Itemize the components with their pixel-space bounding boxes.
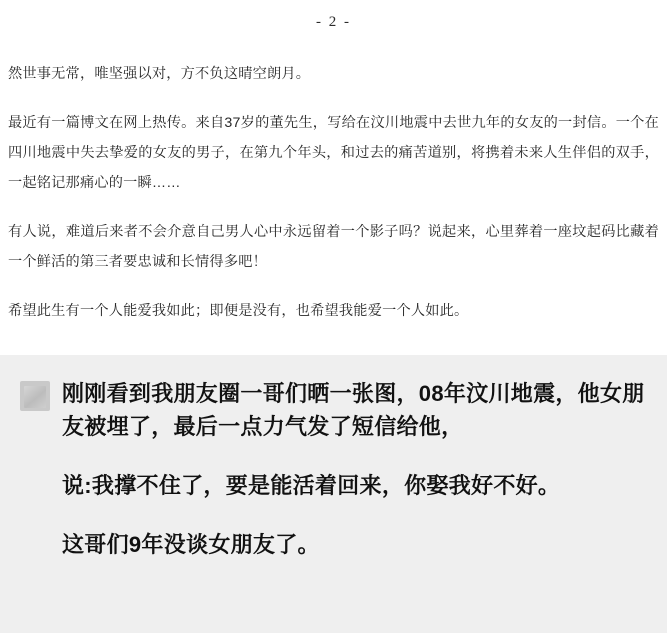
article-body — [0, 59, 667, 326]
quote-text-block — [62, 377, 647, 561]
quote-paragraph: 说:我撑不住了，要是能活着回来，你娶我好不好。 — [62, 473, 561, 498]
paragraph: 希望此生有一个人能爱我如此；即便是没有，也希望我能爱一个人如此。 — [8, 303, 469, 319]
quote-paragraph: 这哥们9年没谈女朋友了。 — [62, 532, 320, 557]
page-number: - 2 - — [316, 14, 351, 30]
paragraph: 最近有一篇博文在网上热传。来自37岁的董先生，写给在汶川地震中去世九年的女友的一封信。一个在四川地震中失去挚爱的女友的男子，在第九个年头，和过去的痛苦道别，将携着未来人生伴侣的双手，一起铭记那痛心的一瞬…… — [8, 115, 659, 191]
quote-card-body — [20, 377, 647, 561]
avatar — [20, 381, 50, 411]
quote-card — [0, 355, 667, 633]
paragraph: 有人说，难道后来者不会介意自己男人心中永远留着一个影子吗？说起来，心里葬着一座坟起码比藏着一个鲜活的第三者要忠诚和长情得多吧！ — [8, 224, 659, 270]
paragraph: 然世事无常，唯坚强以对，方不负这晴空朗月。 — [8, 66, 311, 82]
quote-paragraph: 刚刚看到我朋友圈一哥们晒一张图，08年汶川地震，他女朋友被埋了，最后一点力气发了短信给他， — [62, 381, 645, 439]
